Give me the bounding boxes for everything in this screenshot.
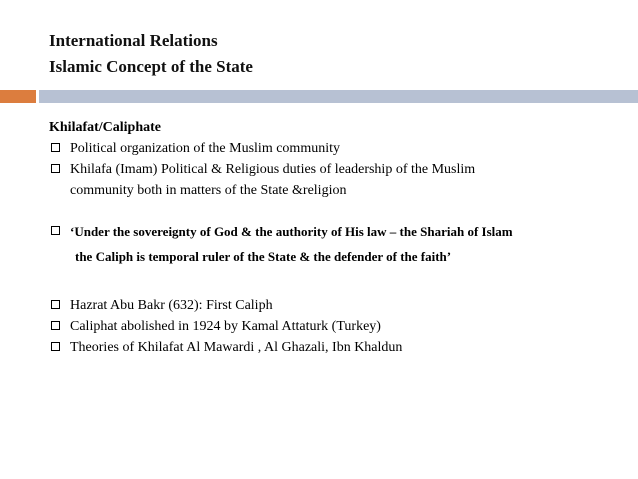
accent-bar-slate	[39, 90, 638, 103]
slide-body	[49, 117, 629, 358]
square-bullet-icon	[51, 164, 60, 173]
quote-line-2: the Caliph is temporal ruler of the State & the defender of the faith’	[75, 249, 452, 264]
list-item	[49, 295, 629, 316]
list-item-text: Khilafa (Imam) Political & Religious duties of leadership of the Muslim	[70, 162, 476, 177]
list-item	[49, 159, 629, 201]
quote-line-1: ‘Under the sovereignty of God & the authority of His law – the Shariah of Islam	[70, 224, 513, 239]
square-bullet-icon	[51, 342, 60, 351]
title-line-1: International Relations	[49, 31, 218, 50]
quote-item	[49, 221, 629, 242]
title-line-2: Islamic Concept of the State	[49, 57, 253, 76]
list-item	[49, 316, 629, 337]
square-bullet-icon	[51, 143, 60, 152]
slide-title	[49, 28, 253, 80]
list-item-text: Theories of Khilafat Al Mawardi , Al Ghazali, Ibn Khaldun	[70, 340, 403, 355]
list-item	[49, 337, 629, 358]
list-item-text: Hazrat Abu Bakr (632): First Caliph	[70, 298, 273, 313]
square-bullet-icon	[51, 226, 60, 235]
list-item	[49, 138, 629, 159]
accent-bar-orange	[0, 90, 36, 103]
section-heading: Khilafat/Caliphate	[49, 120, 162, 135]
list-item-text-continued: community both in matters of the State &religion	[70, 183, 347, 198]
list-item-text: Caliphat abolished in 1924 by Kamal Attaturk (Turkey)	[70, 319, 381, 334]
square-bullet-icon	[51, 321, 60, 330]
list-item-text: Political organization of the Muslim community	[70, 141, 340, 156]
square-bullet-icon	[51, 300, 60, 309]
